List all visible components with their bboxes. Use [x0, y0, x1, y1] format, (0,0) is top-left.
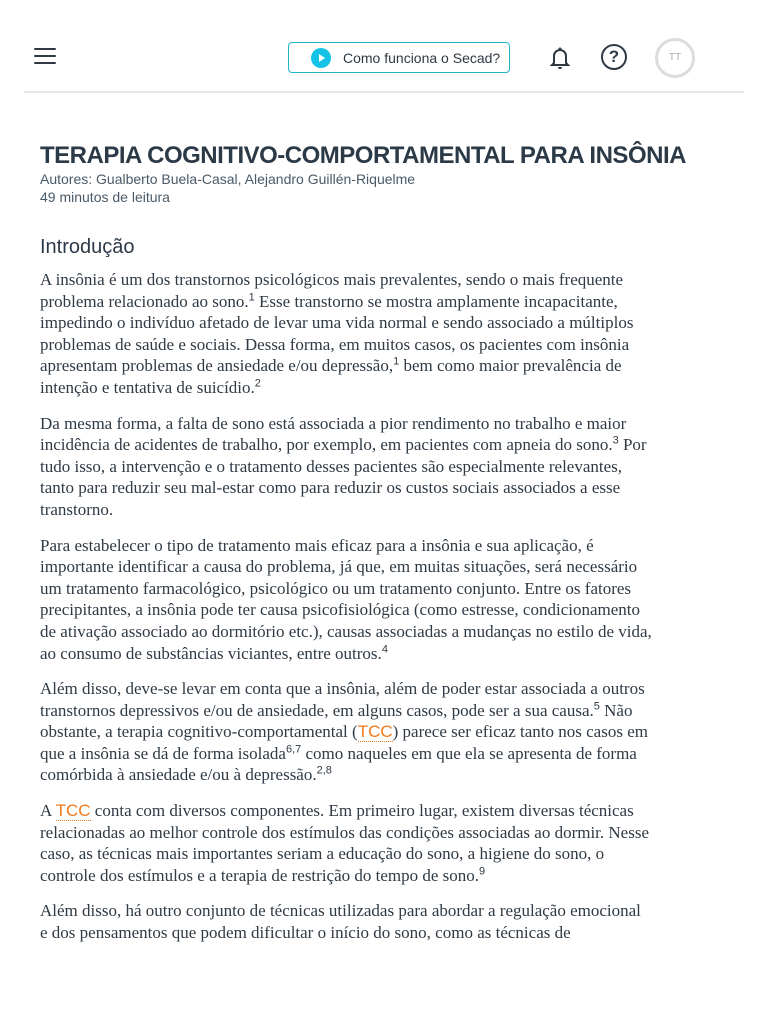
- text-line: [40, 643, 740, 665]
- paragraph: [40, 800, 740, 886]
- reference-superscript: 9: [479, 865, 486, 878]
- text-segment: como naqueles em que ela se apresenta de forma: [301, 743, 637, 763]
- how-it-works-label: Como funciona o Secad?: [343, 49, 501, 66]
- paragraph: [40, 535, 740, 665]
- text-line: [40, 843, 740, 865]
- text-line: [40, 413, 740, 435]
- text-segment: ) parece ser eficaz tanto nos casos em: [392, 722, 648, 742]
- text-segment: um tratamento farmacológico, psicológico ou um tratamento conjunto. Entre os fatores: [40, 578, 632, 598]
- text-segment: incidência de acidentes de trabalho, por exemplo, em pacientes com apneia do sono.: [40, 435, 613, 455]
- text-line: [40, 922, 740, 944]
- text-line: [40, 535, 740, 557]
- text-segment: controle dos estímulos e a terapia de restrição do tempo de sono.: [40, 865, 480, 885]
- text-segment: e dos pensamentos que podem dificultar o início do sono, como as técnicas de: [40, 923, 571, 943]
- text-segment: apresentam problemas de ansiedade e/ou depressão,: [40, 356, 394, 376]
- text-line: [40, 721, 740, 743]
- text-segment: relacionadas ao melhor controle dos estímulos das condições associadas ao dormir. Nesse: [40, 822, 649, 842]
- avatar[interactable]: TT: [655, 38, 695, 78]
- reference-superscript: 2,8: [316, 764, 332, 777]
- article-title: TERAPIA COGNITIVO-COMPORTAMENTAL PARA INSÔNIA: [40, 142, 686, 169]
- text-line: [40, 900, 740, 922]
- abbreviation-link[interactable]: TCC: [357, 722, 393, 742]
- text-line: [40, 456, 740, 478]
- text-line: [40, 312, 740, 334]
- text-line: [40, 499, 740, 521]
- text-segment: bem como maior prevalência de: [399, 356, 622, 376]
- text-segment: tudo isso, a intervenção e o tratamento desses pacientes são especialmente relevantes,: [40, 456, 623, 476]
- reference-superscript: 6,7: [285, 743, 302, 756]
- text-line: [40, 377, 740, 399]
- paragraph: [40, 678, 740, 786]
- text-line: [40, 578, 740, 600]
- text-line: [40, 678, 740, 700]
- text-line: [40, 291, 740, 313]
- text-segment: problema relacionado ao sono.: [40, 291, 249, 311]
- reference-superscript: 1: [393, 355, 400, 368]
- text-segment: A: [40, 801, 56, 821]
- bell-icon[interactable]: [549, 46, 571, 70]
- text-segment: Esse transtorno se mostra amplamente incapacitante,: [254, 291, 618, 311]
- text-line: [40, 800, 740, 822]
- text-segment: obstante, a terapia cognitivo-comportamental (: [40, 722, 358, 742]
- text-segment: Para estabelecer o tipo de tratamento mais eficaz para a insônia e sua aplicação, é: [40, 535, 594, 555]
- reference-superscript: 5: [593, 700, 600, 713]
- text-segment: impedindo o indivíduo afetado de levar uma vida normal e sendo associado a múltiplos: [40, 313, 634, 333]
- text-line: [40, 764, 740, 786]
- text-line: [40, 334, 740, 356]
- text-segment: A insônia é um dos transtornos psicológicos mais prevalentes, sendo o mais frequente: [40, 270, 624, 289]
- text-segment: importante identificar a causa do problema, já que, em muitas situações, será necessário: [40, 557, 638, 577]
- reference-superscript: 1: [248, 290, 255, 303]
- article-body: [40, 269, 740, 944]
- reference-superscript: 3: [612, 434, 619, 447]
- how-it-works-button[interactable]: [288, 42, 510, 73]
- text-segment: comórbida à ansiedade e/ou à depressão.: [40, 765, 317, 785]
- text-segment: Da mesma forma, a falta de sono está associada a pior rendimento no trabalho e maior: [40, 413, 627, 433]
- reference-superscript: 4: [381, 642, 388, 655]
- article: [40, 142, 740, 958]
- paragraph: [40, 413, 740, 521]
- section-heading: Introdução: [40, 236, 135, 258]
- text-line: [40, 269, 740, 291]
- text-segment: de ativação associado ao dormitório etc.), causas associadas a mudanças no estilo de vida,: [40, 621, 652, 641]
- paragraph: [40, 900, 740, 943]
- text-segment: conta com diversos componentes. Em primeiro lugar, existem diversas técnicas: [90, 801, 634, 821]
- text-line: [40, 556, 740, 578]
- text-line: [40, 700, 740, 722]
- text-segment: problemas de saúde e sociais. Dessa forma, em muitos casos, os pacientes com insônia: [40, 334, 630, 354]
- text-line: [40, 477, 740, 499]
- text-line: [40, 822, 740, 844]
- text-line: [40, 599, 740, 621]
- hamburger-menu-icon[interactable]: [34, 48, 56, 66]
- text-line: [40, 434, 740, 456]
- help-icon[interactable]: ?: [601, 44, 627, 70]
- reference-superscript: 2: [254, 377, 261, 390]
- text-segment: que a insônia se dá de forma isolada: [40, 743, 286, 763]
- text-segment: ao consumo de substâncias viciantes, entre outros.: [40, 643, 382, 663]
- text-line: [40, 355, 740, 377]
- text-segment: caso, as técnicas mais importantes seriam a educação do sono, a higiene do sono, o: [40, 844, 605, 864]
- text-segment: Além disso, deve-se levar em conta que a insônia, além de poder estar associada a outros: [40, 679, 645, 699]
- paragraph: [40, 269, 740, 399]
- text-segment: precipitantes, a insônia pode ter causa psicofisiológica (como estresse, condicionamento: [40, 600, 640, 620]
- article-authors: Autores: Gualberto Buela-Casal, Alejandro Guillén-Riquelme: [40, 171, 416, 187]
- text-segment: Não: [599, 700, 633, 720]
- text-segment: tanto para reduzir seu mal-estar como para reduzir os custos sociais associados a esse: [40, 478, 621, 498]
- text-segment: Além disso, há outro conjunto de técnicas utilizadas para abordar a regulação emocional: [40, 901, 641, 921]
- abbreviation-link[interactable]: TCC: [55, 801, 91, 821]
- text-segment: intenção e tentativa de suicídio.: [40, 377, 255, 397]
- text-segment: transtornos depressivos e/ou de ansiedade, em alguns casos, pode ser a sua causa.: [40, 700, 594, 720]
- text-segment: Por: [618, 435, 647, 455]
- text-line: [40, 743, 740, 765]
- play-icon: [311, 48, 331, 68]
- reading-time: 49 minutos de leitura: [40, 189, 170, 205]
- text-segment: transtorno.: [40, 499, 114, 519]
- text-line: [40, 621, 740, 643]
- text-line: [40, 865, 740, 887]
